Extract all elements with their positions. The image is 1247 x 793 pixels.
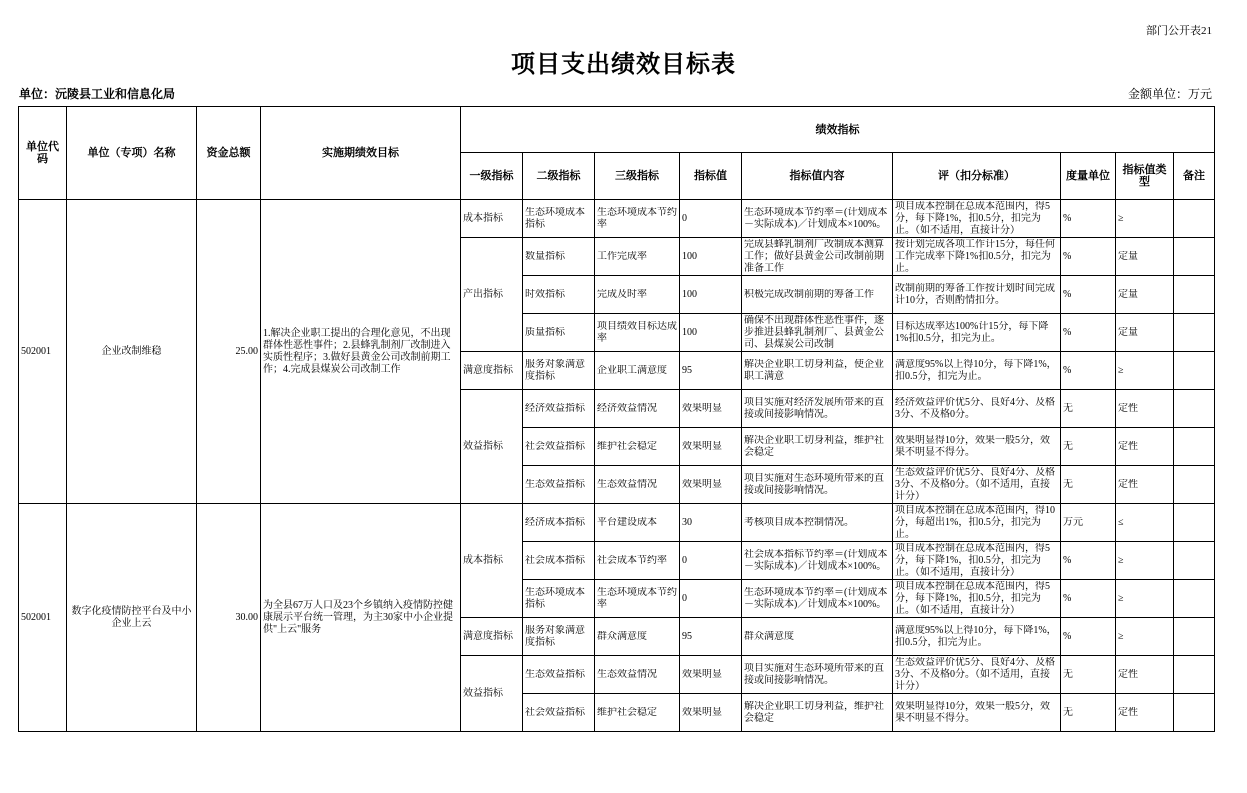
- col-criteria: 评（扣分标准）: [893, 153, 1061, 200]
- value-type-cell: [1116, 238, 1174, 276]
- measure-unit-cell-text: %: [1063, 364, 1072, 376]
- value-type-cell: [1116, 656, 1174, 694]
- level3-cell: [595, 428, 680, 466]
- value-type-cell: [1116, 200, 1174, 238]
- measure-unit-cell-text: 无: [1063, 478, 1073, 490]
- criteria-cell-text: 经济效益评价优5分、良好4分、及格3分、不及格0分。: [895, 396, 1055, 420]
- value-type-cell-text: 定性: [1118, 440, 1138, 452]
- level2-cell: [523, 466, 595, 504]
- criteria-cell: [893, 238, 1061, 276]
- content-cell-text: 生态环境成本节约率＝(计划成本－实际成本)／计划成本×100%。: [744, 586, 888, 610]
- content-cell-text: 项目实施对经济发展所带来的直接或间接影响情况。: [744, 396, 884, 420]
- remark-cell: [1174, 504, 1215, 542]
- level1-cell: 效益指标: [461, 390, 523, 504]
- measure-unit-cell: [1061, 314, 1116, 352]
- level2-cell: [523, 352, 595, 390]
- measure-unit-cell: [1061, 200, 1116, 238]
- remark-cell: [1174, 580, 1215, 618]
- remark-cell: [1174, 238, 1215, 276]
- content-cell: [742, 466, 893, 504]
- value-cell-text: 100: [682, 326, 697, 338]
- measure-unit-cell-text: %: [1063, 288, 1072, 300]
- level3-cell-text: 工作完成率: [597, 250, 647, 262]
- unit-label: 单位：沅陵县工业和信息化局: [19, 87, 176, 101]
- content-cell-text: 社会成本指标节约率＝(计划成本－实际成本)／计划成本×100%。: [744, 548, 888, 572]
- level3-cell-text: 经济效益情况: [597, 402, 657, 414]
- criteria-cell: [893, 200, 1061, 238]
- level3-cell: [595, 504, 680, 542]
- criteria-cell-text: 效果明显得10分，效果一般5分，效果不明显不得分。: [895, 700, 1050, 724]
- criteria-cell: [893, 466, 1061, 504]
- level2-cell: [523, 618, 595, 656]
- level3-cell: [595, 542, 680, 580]
- value-type-cell: [1116, 428, 1174, 466]
- level3-cell: [595, 390, 680, 428]
- value-cell-text: 100: [682, 288, 697, 300]
- level3-cell: [595, 618, 680, 656]
- level1-cell: 满意度指标: [461, 618, 523, 656]
- remark-cell: [1174, 618, 1215, 656]
- value-type-cell-text: ≥: [1118, 364, 1124, 376]
- criteria-cell-text: 满意度95%以上得10分，每下降1%，扣0.5分，扣完为止。: [895, 358, 1057, 382]
- value-cell-text: 效果明显: [682, 706, 722, 718]
- remark-cell: [1174, 694, 1215, 732]
- level2-cell-text: 质量指标: [525, 326, 565, 338]
- content-cell: [742, 352, 893, 390]
- level3-cell: [595, 580, 680, 618]
- level2-cell-text: 时效指标: [525, 288, 565, 300]
- criteria-cell: [893, 504, 1061, 542]
- value-cell-text: 0: [682, 212, 687, 224]
- content-cell-text: 考核项目成本控制情况。: [744, 516, 854, 528]
- value-type-cell: [1116, 390, 1174, 428]
- table-row: [19, 504, 1215, 542]
- level3-cell-text: 完成及时率: [597, 288, 647, 300]
- col-level1: 一级指标: [461, 153, 523, 200]
- content-cell-text: 项目实施对生态环境所带来的直接或间接影响情况。: [744, 472, 884, 496]
- criteria-cell-text: 改制前期的筹备工作按计划时间完成计10分，否则酌情扣分。: [895, 282, 1055, 306]
- col-indicators: 绩效指标: [461, 107, 1215, 153]
- content-cell: [742, 390, 893, 428]
- level3-cell-text: 群众满意度: [597, 630, 647, 642]
- criteria-cell-text: 生态效益评价优5分、良好4分、及格3分、不及格0分。（如不适用，直接计分）: [895, 656, 1055, 692]
- content-cell: [742, 238, 893, 276]
- value-cell: [680, 390, 742, 428]
- value-cell-text: 0: [682, 554, 687, 566]
- value-type-cell: [1116, 542, 1174, 580]
- level2-cell: [523, 390, 595, 428]
- measure-unit-cell-text: %: [1063, 326, 1072, 338]
- level3-cell: [595, 352, 680, 390]
- level3-cell-text: 企业职工满意度: [597, 364, 667, 376]
- content-cell: [742, 580, 893, 618]
- level2-cell: [523, 314, 595, 352]
- level3-cell: [595, 314, 680, 352]
- value-type-cell-text: ≤: [1118, 516, 1124, 528]
- value-cell: [680, 352, 742, 390]
- measure-unit-cell: [1061, 276, 1116, 314]
- measure-unit-cell: [1061, 580, 1116, 618]
- criteria-cell-text: 项目成本控制在总成本范围内，得5分，每下降1%，扣0.5分，扣完为止。（如不适用，直接计分）: [895, 580, 1050, 616]
- criteria-cell-text: 按计划完成各项工作计15分，每任何工作完成率下降1%扣0.5分，扣完为止。: [895, 238, 1055, 274]
- amount-unit-label: 金额单位：万元: [1127, 87, 1212, 101]
- content-cell-text: 确保不出现群体性恶性事件，逐步推进县蜂乳制剂厂、县黄金公司、县煤炭公司改制: [744, 314, 884, 350]
- criteria-cell: [893, 694, 1061, 732]
- value-cell: [680, 238, 742, 276]
- criteria-cell-text: 满意度95%以上得10分，每下降1%，扣0.5分，扣完为止。: [895, 624, 1057, 648]
- content-cell: [742, 314, 893, 352]
- level3-cell-text: 生态环境成本节约率: [597, 206, 677, 230]
- level1-cell: 效益指标: [461, 656, 523, 732]
- value-type-cell-text: 定性: [1118, 402, 1138, 414]
- table-body: [19, 200, 1215, 732]
- level3-cell-text: 生态效益情况: [597, 668, 657, 680]
- content-cell-text: 群众满意度: [744, 630, 794, 642]
- level2-cell-text: 数量指标: [525, 250, 565, 262]
- value-type-cell: [1116, 352, 1174, 390]
- value-cell: [680, 504, 742, 542]
- level3-cell-text: 项目绩效目标达成率: [597, 320, 677, 344]
- value-cell: [680, 656, 742, 694]
- value-cell: [680, 618, 742, 656]
- value-cell: [680, 580, 742, 618]
- content-cell-text: 项目实施对生态环境所带来的直接或间接影响情况。: [744, 662, 884, 686]
- content-cell-text: 解决企业职工切身利益，维护社会稳定: [744, 700, 884, 724]
- value-type-cell: [1116, 466, 1174, 504]
- measure-unit-cell-text: %: [1063, 554, 1072, 566]
- remark-cell: [1174, 276, 1215, 314]
- value-cell-text: 95: [682, 630, 692, 642]
- measure-unit-cell: [1061, 428, 1116, 466]
- page-label: 部门公开表21: [1146, 25, 1212, 37]
- remark-cell: [1174, 466, 1215, 504]
- value-cell: [680, 694, 742, 732]
- value-type-cell-text: 定量: [1118, 288, 1138, 300]
- value-cell: [680, 276, 742, 314]
- total-funds-cell: 25.00: [197, 200, 261, 504]
- criteria-cell: [893, 352, 1061, 390]
- criteria-cell: [893, 428, 1061, 466]
- level2-cell: [523, 542, 595, 580]
- measure-unit-cell-text: 无: [1063, 402, 1073, 414]
- value-cell: [680, 200, 742, 238]
- value-cell-text: 0: [682, 592, 687, 604]
- project-name-cell: 企业改制维稳: [67, 200, 197, 504]
- measure-unit-cell-text: %: [1063, 250, 1072, 262]
- level3-cell-text: 维护社会稳定: [597, 706, 657, 718]
- value-type-cell-text: ≥: [1118, 630, 1124, 642]
- col-content: 指标值内容: [742, 153, 893, 200]
- measure-unit-cell: [1061, 504, 1116, 542]
- level2-cell-text: 经济成本指标: [525, 516, 585, 528]
- level2-cell-text: 生态效益指标: [525, 478, 585, 490]
- criteria-cell: [893, 580, 1061, 618]
- criteria-cell: [893, 390, 1061, 428]
- level3-cell-text: 生态效益情况: [597, 478, 657, 490]
- value-cell: [680, 542, 742, 580]
- level3-cell-text: 维护社会稳定: [597, 440, 657, 452]
- level2-cell-text: 经济效益指标: [525, 402, 585, 414]
- value-type-cell: [1116, 314, 1174, 352]
- page-title: 项目支出绩效目标表: [511, 52, 736, 78]
- measure-unit-cell: [1061, 542, 1116, 580]
- measure-unit-cell-text: %: [1063, 630, 1072, 642]
- col-value-type: 指标值类型: [1116, 153, 1174, 200]
- remark-cell: [1174, 542, 1215, 580]
- level3-cell-text: 社会成本节约率: [597, 554, 667, 566]
- content-cell: [742, 542, 893, 580]
- level2-cell-text: 生态环境成本指标: [525, 206, 585, 230]
- measure-unit-cell: [1061, 238, 1116, 276]
- value-type-cell-text: 定性: [1118, 478, 1138, 490]
- table-row: [19, 200, 1215, 238]
- level2-cell-text: 服务对象满意度指标: [525, 624, 585, 648]
- value-cell-text: 100: [682, 250, 697, 262]
- content-cell-text: 完成县蜂乳制剂厂改制成本测算工作；做好县黄金公司改制前期准备工作: [744, 238, 884, 274]
- value-cell-text: 效果明显: [682, 478, 722, 490]
- criteria-cell: [893, 618, 1061, 656]
- value-type-cell: [1116, 276, 1174, 314]
- content-cell: [742, 694, 893, 732]
- criteria-cell: [893, 542, 1061, 580]
- content-cell: [742, 504, 893, 542]
- value-cell-text: 效果明显: [682, 440, 722, 452]
- measure-unit-cell-text: 无: [1063, 706, 1073, 718]
- level3-cell: [595, 200, 680, 238]
- criteria-cell: [893, 276, 1061, 314]
- measure-unit-cell: [1061, 466, 1116, 504]
- value-type-cell-text: 定性: [1118, 668, 1138, 680]
- measure-unit-cell: [1061, 656, 1116, 694]
- measure-unit-cell-text: 无: [1063, 440, 1073, 452]
- level3-cell: [595, 238, 680, 276]
- criteria-cell-text: 效果明显得10分，效果一般5分，效果不明显不得分。: [895, 434, 1050, 458]
- unit-code-cell: 502001: [19, 200, 67, 504]
- content-cell-text: 积极完成改制前期的筹备工作: [744, 288, 874, 300]
- level3-cell-text: 平台建设成本: [597, 516, 657, 528]
- period-goal-cell: 为全县67万人口及23个乡镇纳入疫情防控健康展示平台统一管理，为主30家中小企业提供"上云"服务: [261, 504, 461, 732]
- level2-cell: [523, 200, 595, 238]
- level2-cell-text: 服务对象满意度指标: [525, 358, 585, 382]
- col-level2: 二级指标: [523, 153, 595, 200]
- content-cell: [742, 618, 893, 656]
- level3-cell: [595, 656, 680, 694]
- value-cell: [680, 428, 742, 466]
- level2-cell: [523, 238, 595, 276]
- measure-unit-cell: [1061, 352, 1116, 390]
- level2-cell: [523, 580, 595, 618]
- level2-cell: [523, 694, 595, 732]
- level2-cell-text: 社会成本指标: [525, 554, 585, 566]
- criteria-cell-text: 项目成本控制在总成本范围内，得5分，每下降1%，扣0.5分，扣完为止。（如不适用，直接计分）: [895, 200, 1050, 236]
- value-type-cell-text: ≥: [1118, 592, 1124, 604]
- measure-unit-cell-text: 无: [1063, 668, 1073, 680]
- content-cell-text: 解决企业职工切身利益，维护社会稳定: [744, 434, 884, 458]
- remark-cell: [1174, 656, 1215, 694]
- col-unit-code: 单位代码: [19, 107, 67, 200]
- level2-cell-text: 社会效益指标: [525, 706, 585, 718]
- value-type-cell: [1116, 504, 1174, 542]
- unit-code-cell: 502001: [19, 504, 67, 732]
- col-value: 指标值: [680, 153, 742, 200]
- value-cell-text: 95: [682, 364, 692, 376]
- level2-cell: [523, 276, 595, 314]
- measure-unit-cell-text: %: [1063, 592, 1072, 604]
- remark-cell: [1174, 390, 1215, 428]
- value-cell: [680, 314, 742, 352]
- criteria-cell-text: 项目成本控制在总成本范围内，得10分，每超出1%，扣0.5分，扣完为止。: [895, 504, 1055, 540]
- value-type-cell-text: ≥: [1118, 554, 1124, 566]
- level1-cell: 成本指标: [461, 200, 523, 238]
- value-type-cell-text: 定量: [1118, 326, 1138, 338]
- criteria-cell: [893, 314, 1061, 352]
- level3-cell-text: 生态环境成本节约率: [597, 586, 677, 610]
- measure-unit-cell-text: %: [1063, 212, 1072, 224]
- measure-unit-cell: [1061, 618, 1116, 656]
- value-type-cell: [1116, 618, 1174, 656]
- period-goal-cell: 1.解决企业职工提出的合理化意见，不出现群体性恶性事件；2.县蜂乳制剂厂改制进入实质性程序；3.做好县黄金公司改制前期工作；4.完成县煤炭公司改制工作: [261, 200, 461, 504]
- level2-cell-text: 社会效益指标: [525, 440, 585, 452]
- criteria-cell-text: 生态效益评价优5分、良好4分、及格3分、不及格0分。（如不适用，直接计分）: [895, 466, 1055, 502]
- measure-unit-cell: [1061, 390, 1116, 428]
- criteria-cell-text: 项目成本控制在总成本范围内，得5分，每下降1%，扣0.5分，扣完为止。（如不适用，直接计分）: [895, 542, 1050, 578]
- content-cell-text: 解决企业职工切身利益，使企业职工满意: [744, 358, 884, 382]
- project-name-cell: 数字化疫情防控平台及中小企业上云: [67, 504, 197, 732]
- level1-cell: 产出指标: [461, 238, 523, 352]
- level1-cell: 满意度指标: [461, 352, 523, 390]
- level2-cell-text: 生态效益指标: [525, 668, 585, 680]
- value-type-cell-text: 定量: [1118, 250, 1138, 262]
- col-level3: 三级指标: [595, 153, 680, 200]
- level2-cell-text: 生态环境成本指标: [525, 586, 585, 610]
- content-cell: [742, 200, 893, 238]
- col-project-name: 单位（专项）名称: [67, 107, 197, 200]
- level3-cell: [595, 466, 680, 504]
- remark-cell: [1174, 314, 1215, 352]
- value-type-cell: [1116, 694, 1174, 732]
- content-cell: [742, 428, 893, 466]
- level3-cell: [595, 694, 680, 732]
- value-type-cell-text: 定性: [1118, 706, 1138, 718]
- level2-cell: [523, 504, 595, 542]
- value-type-cell-text: ≥: [1118, 212, 1124, 224]
- level3-cell: [595, 276, 680, 314]
- level1-cell: 成本指标: [461, 504, 523, 618]
- total-funds-cell: 30.00: [197, 504, 261, 732]
- criteria-cell-text: 目标达成率达100%计15分，每下降1%扣0.5分，扣完为止。: [895, 320, 1049, 344]
- content-cell: [742, 656, 893, 694]
- remark-cell: [1174, 428, 1215, 466]
- measure-unit-cell: [1061, 694, 1116, 732]
- content-cell-text: 生态环境成本节约率＝(计划成本－实际成本)／计划成本×100%。: [744, 206, 888, 230]
- value-cell-text: 30: [682, 516, 692, 528]
- value-cell: [680, 466, 742, 504]
- value-cell-text: 效果明显: [682, 668, 722, 680]
- content-cell: [742, 276, 893, 314]
- col-measure-unit: 度量单位: [1061, 153, 1116, 200]
- value-cell-text: 效果明显: [682, 402, 722, 414]
- level2-cell: [523, 656, 595, 694]
- col-total-funds: 资金总额: [197, 107, 261, 200]
- col-remark: 备注: [1174, 153, 1215, 200]
- value-type-cell: [1116, 580, 1174, 618]
- remark-cell: [1174, 352, 1215, 390]
- measure-unit-cell-text: 万元: [1063, 516, 1083, 528]
- col-period-goal: 实施期绩效目标: [261, 107, 461, 200]
- criteria-cell: [893, 656, 1061, 694]
- level2-cell: [523, 428, 595, 466]
- performance-target-table: [18, 106, 1215, 732]
- remark-cell: [1174, 200, 1215, 238]
